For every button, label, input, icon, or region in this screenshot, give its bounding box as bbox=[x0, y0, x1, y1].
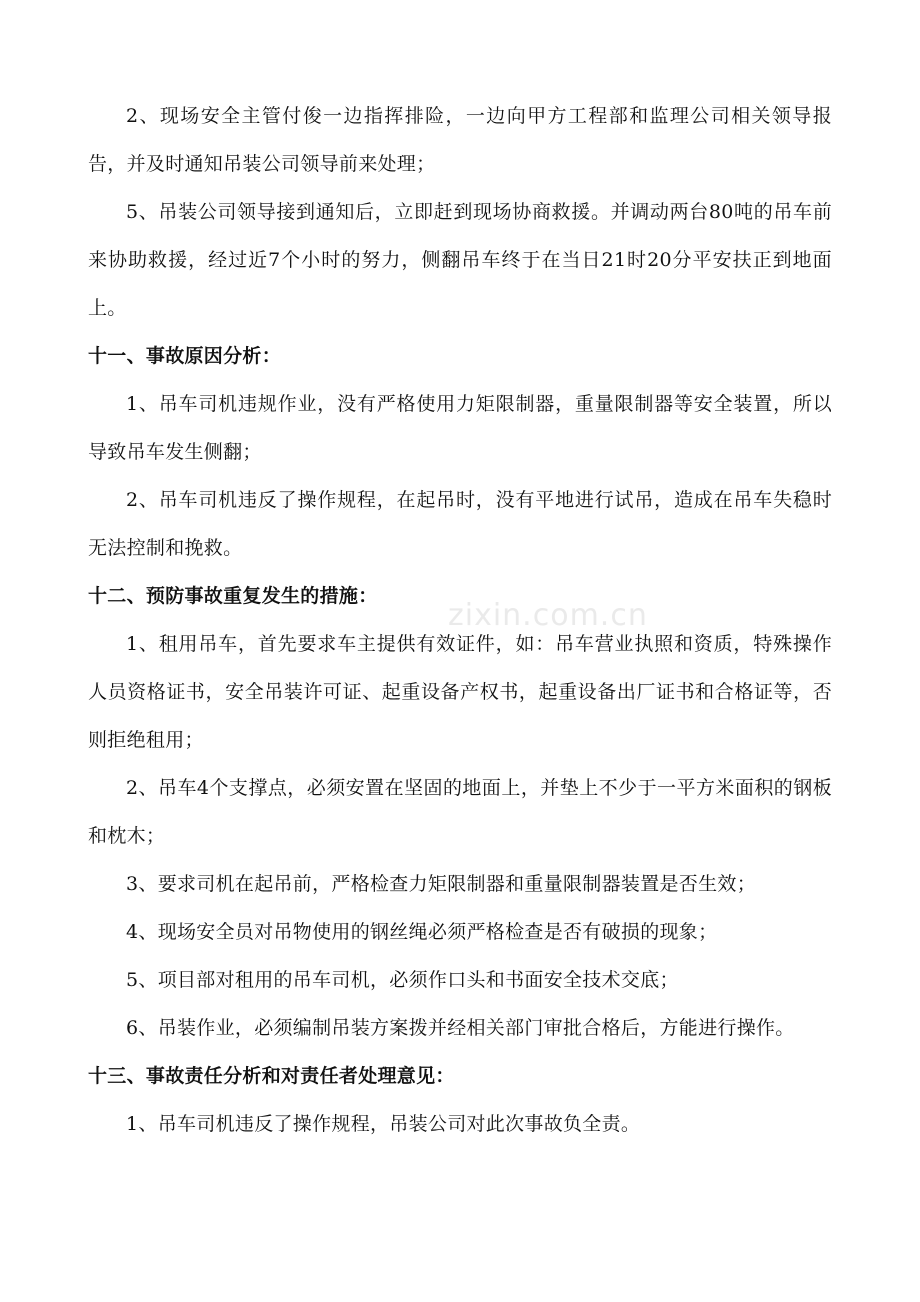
section-heading: 十三、事故责任分析和对责任者处理意见： bbox=[88, 1065, 455, 1087]
paragraph: 6、吊装作业，必须编制吊装方案拨并经相关部门审批合格后，方能进行操作。 bbox=[126, 1017, 795, 1039]
paragraph: 2、现场安全主管付俊一边指挥排险，一边向甲方工程部和监理公司相关领导报告，并及时通知吊装公司领导前来处理； bbox=[88, 105, 832, 175]
paragraph: 1、吊车司机违规作业，没有严格使用力矩限制器，重量限制器等安全装置，所以导致吊车发生侧翻； bbox=[88, 393, 832, 463]
section-heading: 十二、预防事故重复发生的措施： bbox=[88, 585, 378, 607]
section-heading: 十一、事故原因分析： bbox=[88, 345, 282, 367]
paragraph: 2、吊车4个支撑点，必须安置在坚固的地面上，并垫上不少于一平方米面积的钢板和枕木； bbox=[88, 777, 832, 847]
watermark: zixin.com.cn bbox=[448, 598, 648, 633]
paragraph: 2、吊车司机违反了操作规程，在起吊时，没有平地进行试吊，造成在吊车失稳时无法控制和挽救。 bbox=[88, 489, 832, 559]
paragraph: 3、要求司机在起吊前，严格检查力矩限制器和重量限制器装置是否生效； bbox=[126, 873, 756, 895]
paragraph: 1、吊车司机违反了操作规程，吊装公司对此次事故负全责。 bbox=[126, 1113, 641, 1135]
paragraph: 5、项目部对租用的吊车司机，必须作口头和书面安全技术交底； bbox=[126, 969, 679, 991]
paragraph: 5、吊装公司领导接到通知后，立即赶到现场协商救援。并调动两台80吨的吊车前来协助救援，经过近7个小时的努力，侧翻吊车终于在当日21时20分平安扶正到地面上。 bbox=[88, 201, 832, 319]
paragraph: 1、租用吊车，首先要求车主提供有效证件，如：吊车营业执照和资质，特殊操作人员资格证书，安全吊装许可证、起重设备产权书，起重设备出厂证书和合格证等，否则拒绝租用； bbox=[88, 633, 832, 751]
paragraph: 4、现场安全员对吊物使用的钢丝绳必须严格检查是否有破损的现象； bbox=[126, 921, 718, 943]
